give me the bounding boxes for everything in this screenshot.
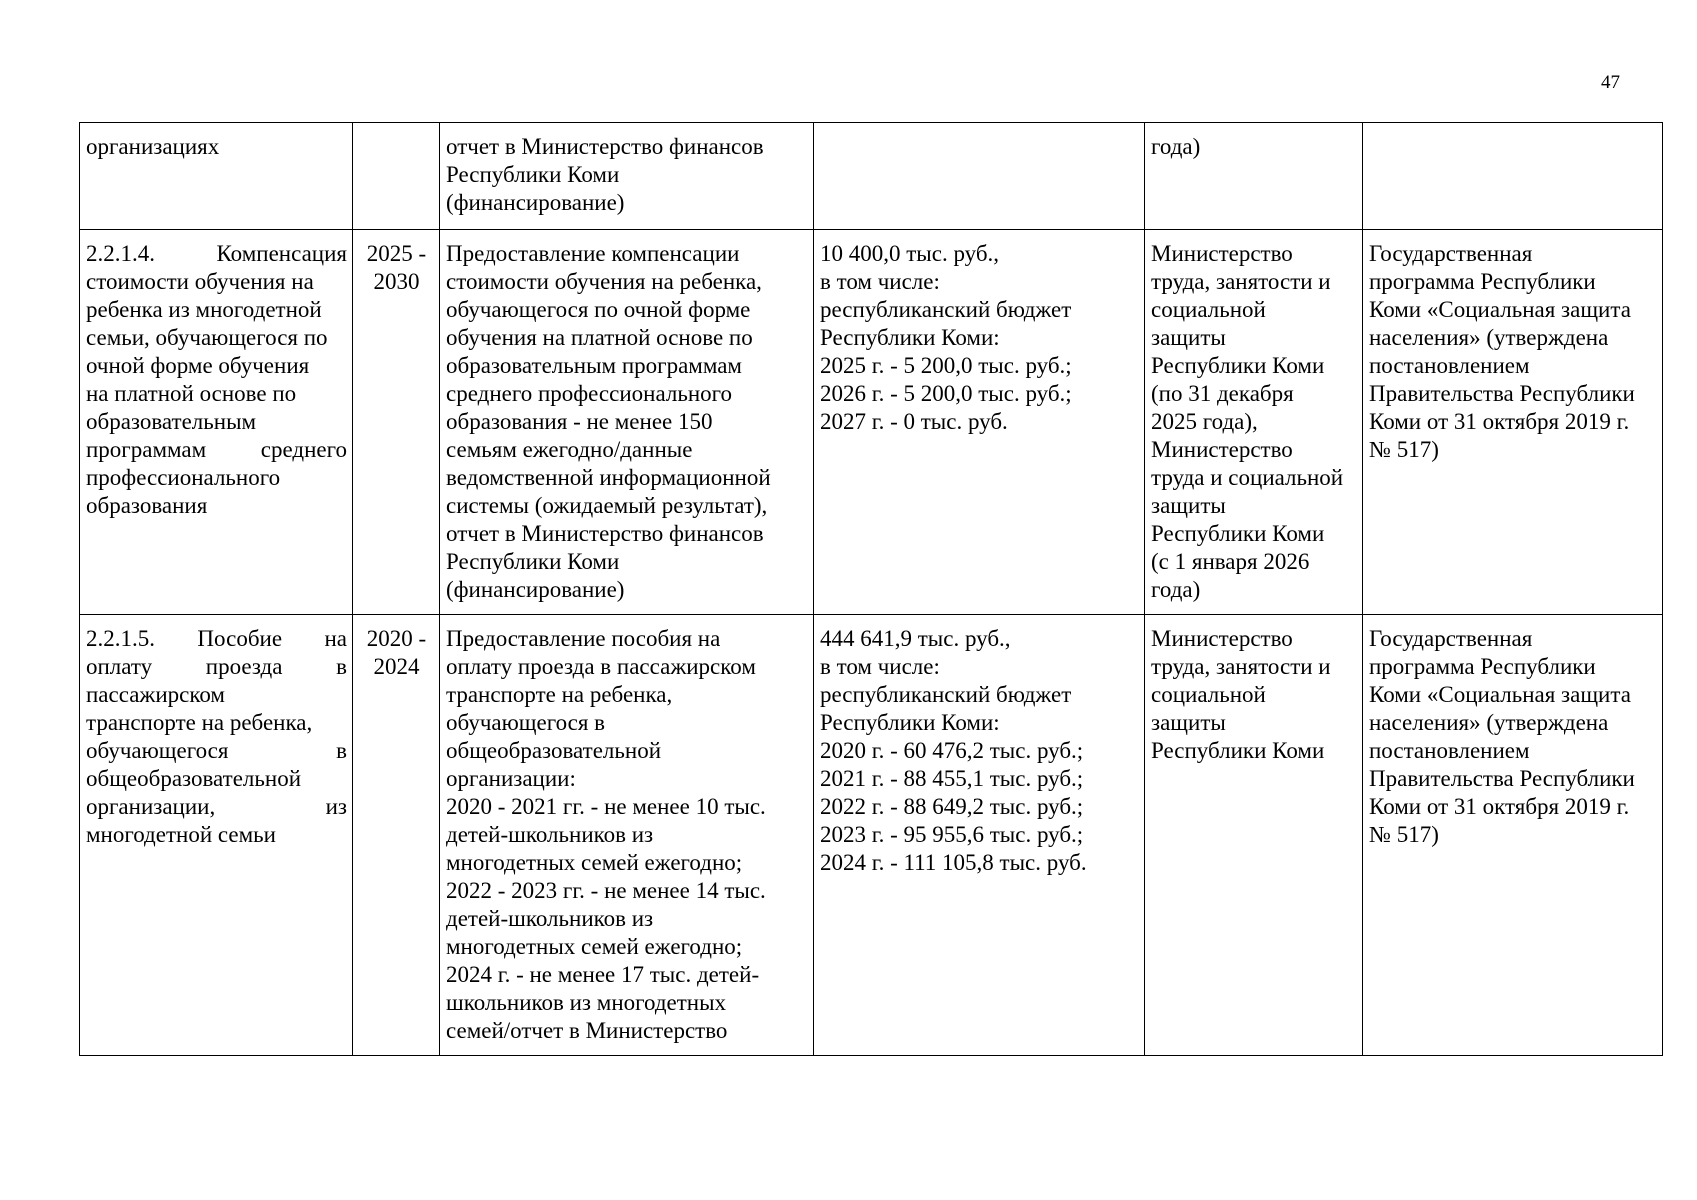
cell-text-line: 444 641,9 тыс. руб.,: [820, 626, 1011, 651]
cell-text-line: программа Республики: [1369, 269, 1596, 294]
cell-text-line: образования: [86, 493, 208, 518]
cell-text-line: Государственная: [1369, 241, 1533, 266]
cell-text-line: обучающегося по очной форме: [446, 297, 751, 322]
cell-text-line: Государственная: [1369, 626, 1533, 651]
cell-text-line: среднего профессионального: [446, 381, 733, 406]
cell-text-line: 2021 г. - 88 455,1 тыс. руб.;: [820, 766, 1084, 791]
cell-text-line: республиканский бюджет: [820, 297, 1072, 322]
cell-text-line: года): [1151, 577, 1201, 602]
cell-text-line: Правительства Республики: [1369, 381, 1635, 406]
cell-text-line: труда и социальной: [1151, 465, 1344, 490]
cell-text-line: населения» (утверждена: [1369, 325, 1609, 350]
table-row: [80, 230, 1663, 615]
cell-text-line: семей/отчет в Министерство: [446, 1018, 728, 1043]
cell-text-line: программа Республики: [1369, 654, 1596, 679]
expected-result-cell: [440, 615, 814, 1056]
cell-text-line: детей-школьников из: [446, 822, 654, 847]
measure-name-cell: [80, 123, 353, 230]
executor-cell: [1145, 615, 1363, 1056]
cell-text-line: Министерство: [1151, 437, 1293, 462]
program-cell: [1363, 230, 1663, 615]
cell-text-line: очной форме обучения: [86, 353, 310, 378]
cell-text-line: на платной основе по: [86, 381, 297, 406]
program-cell: [1363, 123, 1663, 230]
cell-text-line: стоимости обучения на ребенка,: [446, 269, 762, 294]
cell-text-line: обучения на платной основе по: [446, 325, 753, 350]
cell-text-line: образования - не менее 150: [446, 409, 713, 434]
cell-text-line: № 517): [1369, 437, 1439, 462]
cell-text-line: защиты: [1151, 710, 1226, 735]
cell-text-line: ведомственной информационной: [446, 465, 771, 490]
cell-text-line: стоимости обучения на: [86, 269, 314, 294]
cell-text-line: Республики Коми:: [820, 325, 1000, 350]
expected-result-cell: [440, 123, 814, 230]
cell-text-line: Республики Коми: [446, 162, 620, 187]
cell-text-line: Республики Коми: [1151, 353, 1325, 378]
executor-cell: [1145, 123, 1363, 230]
cell-text-line: Предоставление пособия на: [446, 626, 721, 651]
cell-text-line: Министерство: [1151, 626, 1293, 651]
cell-text-line: (с 1 января 2026: [1151, 549, 1310, 574]
cell-text-line: общеобразовательной: [446, 738, 661, 763]
cell-text-line: школьников из многодетных: [446, 990, 727, 1015]
cell-text-line: 2020 -: [366, 626, 427, 651]
cell-text-line: социальной: [1151, 682, 1266, 707]
cell-text-line: Коми от 31 октября 2019 г.: [1369, 409, 1630, 434]
page-number: 47: [1601, 72, 1620, 93]
expected-result-cell: [440, 230, 814, 615]
cell-text-line: 2.2.1.4. Компенсация: [86, 241, 347, 266]
period-cell: [353, 615, 440, 1056]
cell-text-line: пассажирском: [86, 682, 225, 707]
measure-name-cell: [80, 615, 353, 1056]
period-cell: [353, 230, 440, 615]
cell-text-line: многодетных семей ежегодно;: [446, 850, 743, 875]
cell-text-line: социальной: [1151, 297, 1266, 322]
cell-text-line: системы (ожидаемый результат),: [446, 493, 768, 518]
cell-text-line: 2025 -: [366, 241, 427, 266]
cell-text-line: 2024 г. - 111 105,8 тыс. руб.: [820, 850, 1087, 875]
measures-table: [79, 122, 1663, 1056]
cell-text-line: 2025 г. - 5 200,0 тыс. руб.;: [820, 353, 1072, 378]
cell-text-line: постановлением: [1369, 738, 1530, 763]
cell-text-line: 2025 года),: [1151, 409, 1258, 434]
cell-text-line: 2024: [373, 654, 420, 679]
cell-text-line: 2020 г. - 60 476,2 тыс. руб.;: [820, 738, 1084, 763]
cell-text-line: многодетных семей ежегодно;: [446, 934, 743, 959]
cell-text-line: 2022 г. - 88 649,2 тыс. руб.;: [820, 794, 1084, 819]
cell-text-line: многодетной семьи: [86, 822, 276, 847]
cell-text-line: Коми «Социальная защита: [1369, 682, 1631, 707]
cell-text-line: защиты: [1151, 325, 1226, 350]
funding-cell: [814, 123, 1145, 230]
cell-text-line: Республики Коми: [1151, 738, 1325, 763]
cell-text-line: образовательным: [86, 409, 257, 434]
cell-text-line: 2027 г. - 0 тыс. руб.: [820, 409, 1008, 434]
cell-text-line: (финансирование): [446, 577, 625, 602]
cell-text-line: 2022 - 2023 гг. - не менее 14 тыс.: [446, 878, 766, 903]
cell-text-line: защиты: [1151, 493, 1226, 518]
cell-text-line: обучающегося в: [446, 710, 606, 735]
measure-name-cell: [80, 230, 353, 615]
program-cell: [1363, 615, 1663, 1056]
cell-text-line: отчет в Министерство финансов: [446, 521, 764, 546]
cell-text-line: 2020 - 2021 гг. - не менее 10 тыс.: [446, 794, 766, 819]
cell-text-line: (по 31 декабря: [1151, 381, 1294, 406]
cell-text-line: Министерство: [1151, 241, 1293, 266]
cell-text-line: обучающегося в: [86, 738, 347, 763]
cell-text-line: (финансирование): [446, 190, 625, 215]
cell-text-line: Республики Коми: [446, 549, 620, 574]
cell-text-line: Республики Коми: [1151, 521, 1325, 546]
cell-text-line: ребенка из многодетной: [86, 297, 322, 322]
cell-text-line: оплату проезда в пассажирском: [446, 654, 756, 679]
cell-text-line: оплату проезда в: [86, 654, 347, 679]
cell-text-line: 10 400,0 тыс. руб.,: [820, 241, 1000, 266]
cell-text-line: семьи, обучающегося по: [86, 325, 328, 350]
cell-text-line: 2024 г. - не менее 17 тыс. детей-: [446, 962, 760, 987]
cell-text-line: транспорте на ребенка,: [86, 710, 313, 735]
cell-text-line: транспорте на ребенка,: [446, 682, 673, 707]
cell-text-line: в том числе:: [820, 269, 940, 294]
cell-text-line: Республики Коми:: [820, 710, 1000, 735]
cell-text-line: Коми «Социальная защита: [1369, 297, 1631, 322]
cell-text-line: года): [1151, 134, 1201, 159]
cell-text-line: 2023 г. - 95 955,6 тыс. руб.;: [820, 822, 1084, 847]
cell-text-line: общеобразовательной: [86, 766, 301, 791]
table-row: [80, 123, 1663, 230]
cell-text-line: в том числе:: [820, 654, 940, 679]
cell-text-line: постановлением: [1369, 353, 1530, 378]
cell-text-line: 2030: [373, 269, 420, 294]
cell-text-line: труда, занятости и: [1151, 654, 1331, 679]
cell-text-line: населения» (утверждена: [1369, 710, 1609, 735]
cell-text-line: 2.2.1.5. Пособие на: [86, 626, 347, 651]
cell-text-line: Предоставление компенсации: [446, 241, 740, 266]
cell-text-line: программам среднего: [86, 437, 347, 462]
cell-text-line: Правительства Республики: [1369, 766, 1635, 791]
cell-text-line: отчет в Министерство финансов: [446, 134, 764, 159]
cell-text-line: Коми от 31 октября 2019 г.: [1369, 794, 1630, 819]
cell-text-line: профессионального: [86, 465, 281, 490]
cell-text-line: организации:: [446, 766, 576, 791]
cell-text-line: организациях: [86, 134, 220, 159]
funding-cell: [814, 615, 1145, 1056]
cell-text-line: труда, занятости и: [1151, 269, 1331, 294]
cell-text-line: 2026 г. - 5 200,0 тыс. руб.;: [820, 381, 1072, 406]
cell-text-line: образовательным программам: [446, 353, 742, 378]
period-cell: [353, 123, 440, 230]
cell-text-line: республиканский бюджет: [820, 682, 1072, 707]
cell-text-line: детей-школьников из: [446, 906, 654, 931]
funding-cell: [814, 230, 1145, 615]
cell-text-line: № 517): [1369, 822, 1439, 847]
cell-text-line: семьям ежегодно/данные: [446, 437, 693, 462]
table-row: [80, 615, 1663, 1056]
executor-cell: [1145, 230, 1363, 615]
cell-text-line: организации, из: [86, 794, 347, 819]
